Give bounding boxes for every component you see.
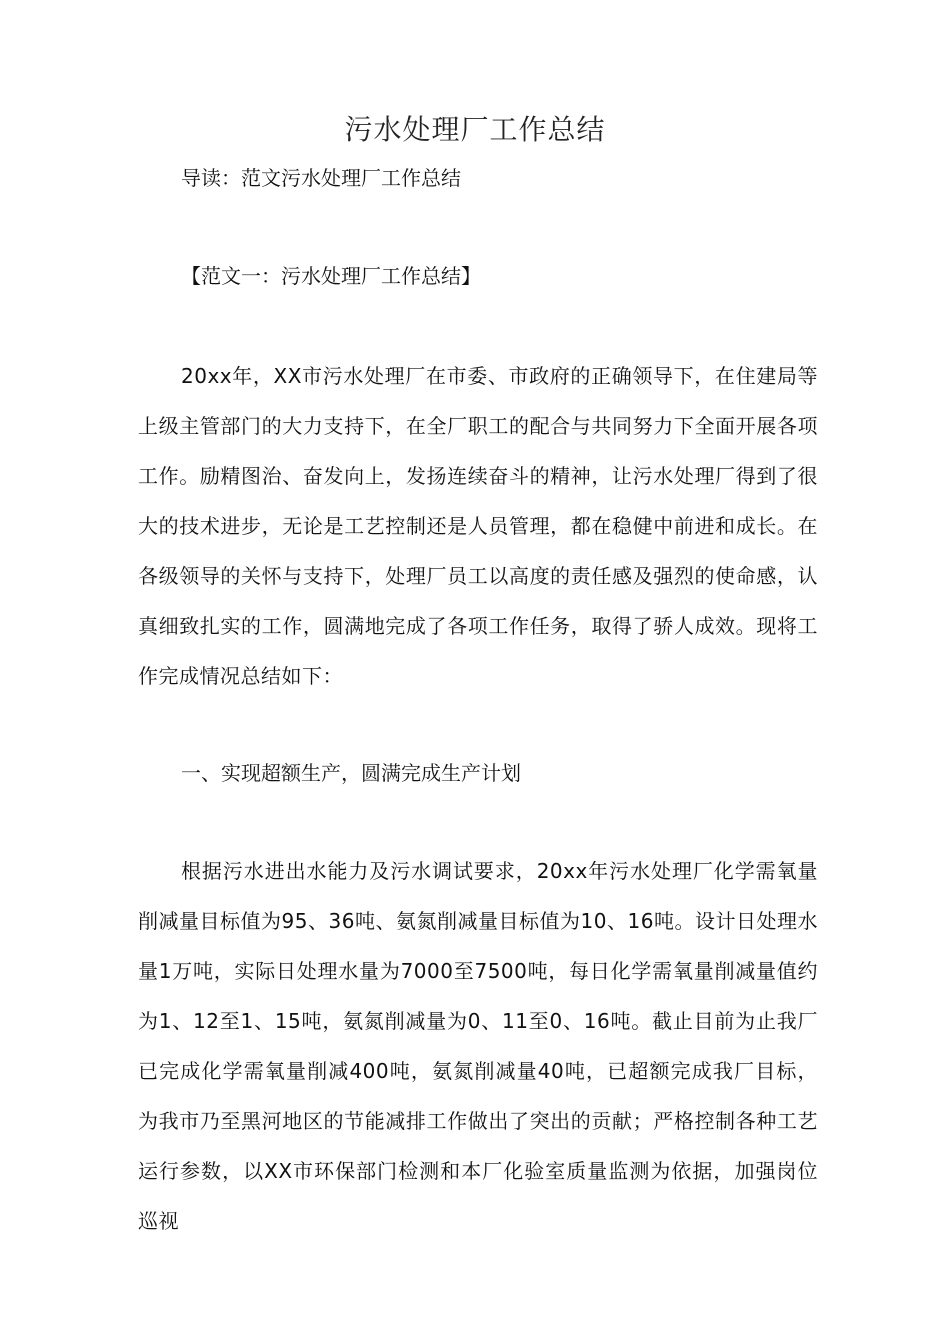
body-paragraph-1: 20xx年，XX市污水处理厂在市委、市政府的正确领导下，在住建局等上级主管部门的大力支持下，在全厂职工的配合与共同努力下全面开展各项工作。励精图治、奋发向上，发扬连续奋斗的精神，让污水处理厂得到了很大的技术进步，无论是工艺控制还是人员管理，都在稳健中前进和成长。在各级领导的关怀与支持下，处理厂员工以高度的责任感及强烈的使命感，认真细致扎实的工作，圆满地完成了各项工作任务，取得了骄人成效。现将工作完成情况总结如下： (138, 364, 818, 688)
document-title: 污水处理厂工作总结 (344, 113, 606, 146)
lead-text: 导读：范文污水处理厂工作总结 (181, 166, 461, 190)
sample-heading: 【范文一：污水处理厂工作总结】 (181, 264, 481, 288)
body-paragraph-2: 根据污水进出水能力及污水调试要求，20xx年污水处理厂化学需氧量削减量目标值为95、36吨、氨氮削减量目标值为10、16吨。设计日处理水量1万吨，实际日处理水量为7000至7500吨，每日化学需氧量削减量值约为1、12至1、15吨，氨氮削减量为0、11至0、16吨。截止目前为止我厂已完成化学需氧量削减400吨，氨氮削减量40吨，已超额完成我厂目标，为我市乃至黑河地区的节能减排工作做出了突出的贡献；严格控制各种工艺运行参数，以XX市环保部门检测和本厂化验室质量监测为依据，加强岗位巡视 (138, 859, 818, 1233)
section-heading-1: 一、实现超额生产，圆满完成生产计划 (181, 761, 521, 785)
